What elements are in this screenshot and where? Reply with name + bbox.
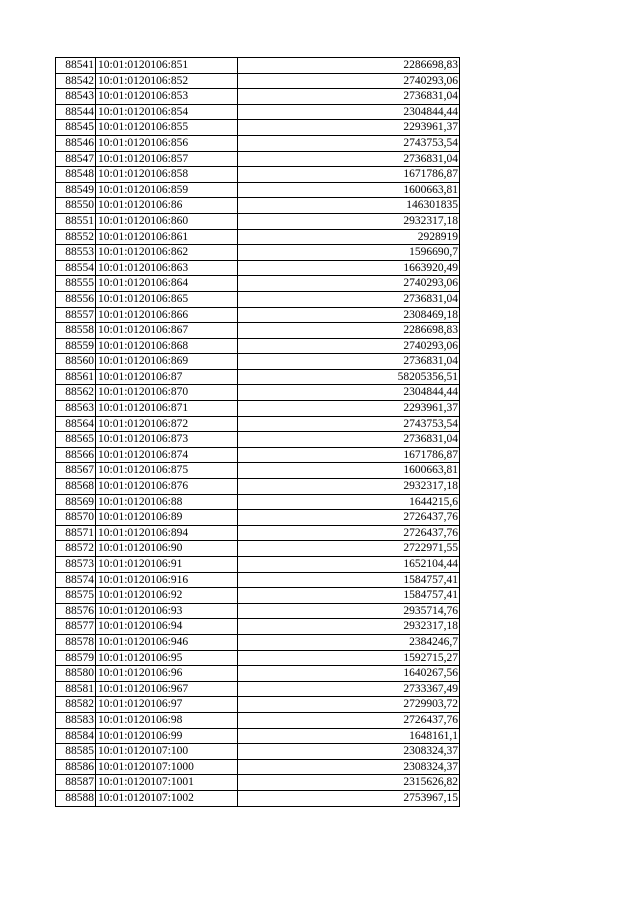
table-row bbox=[56, 603, 460, 619]
value-cell: 2935714,76 bbox=[238, 603, 460, 619]
value-cell: 2315626,82 bbox=[238, 775, 460, 791]
cadastral-number-cell: 10:01:0120107:100 bbox=[96, 744, 238, 760]
value-cell: 2308469,18 bbox=[238, 307, 460, 323]
cadastral-number-cell: 10:01:0120106:870 bbox=[96, 385, 238, 401]
row-number-cell: 88546 bbox=[56, 135, 96, 151]
cadastral-number-cell: 10:01:0120106:862 bbox=[96, 245, 238, 261]
table-row bbox=[56, 401, 460, 417]
cadastral-number-cell: 10:01:0120106:87 bbox=[96, 369, 238, 385]
table-row bbox=[56, 557, 460, 573]
value-cell: 2932317,18 bbox=[238, 619, 460, 635]
table-row bbox=[56, 681, 460, 697]
data-table bbox=[55, 57, 460, 807]
value-cell: 146301835 bbox=[238, 198, 460, 214]
table-row bbox=[56, 775, 460, 791]
value-cell: 2740293,06 bbox=[238, 73, 460, 89]
table-row bbox=[56, 89, 460, 105]
table-row bbox=[56, 58, 460, 74]
value-cell: 2733367,49 bbox=[238, 681, 460, 697]
row-number-cell: 88583 bbox=[56, 712, 96, 728]
value-cell: 2286698,83 bbox=[238, 323, 460, 339]
table-row bbox=[56, 572, 460, 588]
table-row bbox=[56, 588, 460, 604]
cadastral-number-cell: 10:01:0120106:865 bbox=[96, 291, 238, 307]
value-cell: 1644215,6 bbox=[238, 494, 460, 510]
value-cell: 1640267,56 bbox=[238, 666, 460, 682]
value-cell: 2726437,76 bbox=[238, 525, 460, 541]
value-cell: 2304844,44 bbox=[238, 385, 460, 401]
cadastral-number-cell: 10:01:0120106:92 bbox=[96, 588, 238, 604]
table-row bbox=[56, 307, 460, 323]
row-number-cell: 88556 bbox=[56, 291, 96, 307]
table-row bbox=[56, 728, 460, 744]
cadastral-number-cell: 10:01:0120106:851 bbox=[96, 58, 238, 74]
table-row bbox=[56, 759, 460, 775]
cadastral-number-cell: 10:01:0120106:875 bbox=[96, 463, 238, 479]
cadastral-number-cell: 10:01:0120106:861 bbox=[96, 229, 238, 245]
value-cell: 2736831,04 bbox=[238, 151, 460, 167]
cadastral-number-cell: 10:01:0120106:864 bbox=[96, 276, 238, 292]
table-row bbox=[56, 619, 460, 635]
cadastral-number-cell: 10:01:0120106:88 bbox=[96, 494, 238, 510]
table-row bbox=[56, 229, 460, 245]
value-cell: 1671786,87 bbox=[238, 167, 460, 183]
row-number-cell: 88554 bbox=[56, 260, 96, 276]
row-number-cell: 88552 bbox=[56, 229, 96, 245]
cadastral-number-cell: 10:01:0120106:95 bbox=[96, 650, 238, 666]
table-row bbox=[56, 634, 460, 650]
table-row bbox=[56, 541, 460, 557]
row-number-cell: 88544 bbox=[56, 104, 96, 120]
cadastral-number-cell: 10:01:0120106:857 bbox=[96, 151, 238, 167]
value-cell: 2740293,06 bbox=[238, 338, 460, 354]
row-number-cell: 88543 bbox=[56, 89, 96, 105]
row-number-cell: 88575 bbox=[56, 588, 96, 604]
table-row bbox=[56, 213, 460, 229]
table-row bbox=[56, 182, 460, 198]
table-row bbox=[56, 666, 460, 682]
cadastral-number-cell: 10:01:0120106:868 bbox=[96, 338, 238, 354]
table-row bbox=[56, 323, 460, 339]
value-cell: 1600663,81 bbox=[238, 182, 460, 198]
row-number-cell: 88562 bbox=[56, 385, 96, 401]
table-row bbox=[56, 697, 460, 713]
table-row bbox=[56, 167, 460, 183]
cadastral-number-cell: 10:01:0120106:96 bbox=[96, 666, 238, 682]
table-row bbox=[56, 494, 460, 510]
table-row bbox=[56, 276, 460, 292]
value-cell: 2293961,37 bbox=[238, 120, 460, 136]
cadastral-number-cell: 10:01:0120106:967 bbox=[96, 681, 238, 697]
value-cell: 1648161,1 bbox=[238, 728, 460, 744]
row-number-cell: 88569 bbox=[56, 494, 96, 510]
cadastral-number-cell: 10:01:0120106:853 bbox=[96, 89, 238, 105]
cadastral-number-cell: 10:01:0120106:852 bbox=[96, 73, 238, 89]
value-cell: 2932317,18 bbox=[238, 213, 460, 229]
table-row bbox=[56, 291, 460, 307]
row-number-cell: 88565 bbox=[56, 432, 96, 448]
row-number-cell: 88560 bbox=[56, 354, 96, 370]
table-row bbox=[56, 447, 460, 463]
cadastral-number-cell: 10:01:0120106:863 bbox=[96, 260, 238, 276]
cadastral-number-cell: 10:01:0120106:860 bbox=[96, 213, 238, 229]
value-cell: 2726437,76 bbox=[238, 712, 460, 728]
table-row bbox=[56, 104, 460, 120]
cadastral-number-cell: 10:01:0120106:866 bbox=[96, 307, 238, 323]
row-number-cell: 88571 bbox=[56, 525, 96, 541]
row-number-cell: 88576 bbox=[56, 603, 96, 619]
table-row bbox=[56, 354, 460, 370]
row-number-cell: 88549 bbox=[56, 182, 96, 198]
value-cell: 1592715,27 bbox=[238, 650, 460, 666]
row-number-cell: 88587 bbox=[56, 775, 96, 791]
cadastral-number-cell: 10:01:0120106:94 bbox=[96, 619, 238, 635]
value-cell: 1671786,87 bbox=[238, 447, 460, 463]
value-cell: 2304844,44 bbox=[238, 104, 460, 120]
value-cell: 2743753,54 bbox=[238, 135, 460, 151]
row-number-cell: 88545 bbox=[56, 120, 96, 136]
row-number-cell: 88558 bbox=[56, 323, 96, 339]
table-row bbox=[56, 525, 460, 541]
cadastral-number-cell: 10:01:0120106:858 bbox=[96, 167, 238, 183]
cadastral-number-cell: 10:01:0120106:98 bbox=[96, 712, 238, 728]
row-number-cell: 88585 bbox=[56, 744, 96, 760]
row-number-cell: 88542 bbox=[56, 73, 96, 89]
table-row bbox=[56, 151, 460, 167]
value-cell: 2736831,04 bbox=[238, 291, 460, 307]
row-number-cell: 88570 bbox=[56, 510, 96, 526]
cadastral-number-cell: 10:01:0120106:91 bbox=[96, 557, 238, 573]
table-row bbox=[56, 73, 460, 89]
row-number-cell: 88580 bbox=[56, 666, 96, 682]
cadastral-number-cell: 10:01:0120106:856 bbox=[96, 135, 238, 151]
value-cell: 2736831,04 bbox=[238, 89, 460, 105]
value-cell: 1584757,41 bbox=[238, 572, 460, 588]
table-row bbox=[56, 479, 460, 495]
value-cell: 1652104,44 bbox=[238, 557, 460, 573]
cadastral-number-cell: 10:01:0120107:1001 bbox=[96, 775, 238, 791]
row-number-cell: 88555 bbox=[56, 276, 96, 292]
table-row bbox=[56, 432, 460, 448]
row-number-cell: 88557 bbox=[56, 307, 96, 323]
value-cell: 1584757,41 bbox=[238, 588, 460, 604]
cadastral-number-cell: 10:01:0120106:97 bbox=[96, 697, 238, 713]
value-cell: 2736831,04 bbox=[238, 354, 460, 370]
cadastral-number-cell: 10:01:0120107:1000 bbox=[96, 759, 238, 775]
value-cell: 2736831,04 bbox=[238, 432, 460, 448]
cadastral-number-cell: 10:01:0120106:946 bbox=[96, 634, 238, 650]
table-row bbox=[56, 260, 460, 276]
row-number-cell: 88547 bbox=[56, 151, 96, 167]
table-row bbox=[56, 245, 460, 261]
table-row bbox=[56, 650, 460, 666]
row-number-cell: 88581 bbox=[56, 681, 96, 697]
table-row bbox=[56, 198, 460, 214]
table-row bbox=[56, 385, 460, 401]
value-cell: 2753967,15 bbox=[238, 790, 460, 806]
row-number-cell: 88572 bbox=[56, 541, 96, 557]
value-cell: 1596690,7 bbox=[238, 245, 460, 261]
row-number-cell: 88582 bbox=[56, 697, 96, 713]
row-number-cell: 88548 bbox=[56, 167, 96, 183]
row-number-cell: 88563 bbox=[56, 401, 96, 417]
cadastral-number-cell: 10:01:0120106:876 bbox=[96, 479, 238, 495]
table-row bbox=[56, 510, 460, 526]
cadastral-number-cell: 10:01:0120106:89 bbox=[96, 510, 238, 526]
row-number-cell: 88541 bbox=[56, 58, 96, 74]
row-number-cell: 88568 bbox=[56, 479, 96, 495]
value-cell: 2740293,06 bbox=[238, 276, 460, 292]
table-row bbox=[56, 369, 460, 385]
value-cell: 2729903,72 bbox=[238, 697, 460, 713]
cadastral-number-cell: 10:01:0120106:855 bbox=[96, 120, 238, 136]
table-row bbox=[56, 135, 460, 151]
row-number-cell: 88561 bbox=[56, 369, 96, 385]
cadastral-number-cell: 10:01:0120106:90 bbox=[96, 541, 238, 557]
value-cell: 2308324,37 bbox=[238, 744, 460, 760]
cadastral-number-cell: 10:01:0120106:869 bbox=[96, 354, 238, 370]
row-number-cell: 88574 bbox=[56, 572, 96, 588]
value-cell: 2928919 bbox=[238, 229, 460, 245]
row-number-cell: 88567 bbox=[56, 463, 96, 479]
cadastral-number-cell: 10:01:0120106:916 bbox=[96, 572, 238, 588]
row-number-cell: 88564 bbox=[56, 416, 96, 432]
value-cell: 2743753,54 bbox=[238, 416, 460, 432]
row-number-cell: 88578 bbox=[56, 634, 96, 650]
row-number-cell: 88588 bbox=[56, 790, 96, 806]
cadastral-number-cell: 10:01:0120106:874 bbox=[96, 447, 238, 463]
row-number-cell: 88553 bbox=[56, 245, 96, 261]
table-row bbox=[56, 744, 460, 760]
table-row bbox=[56, 120, 460, 136]
value-cell: 1600663,81 bbox=[238, 463, 460, 479]
cadastral-number-cell: 10:01:0120106:894 bbox=[96, 525, 238, 541]
table-body bbox=[56, 58, 460, 807]
cadastral-number-cell: 10:01:0120106:86 bbox=[96, 198, 238, 214]
row-number-cell: 88551 bbox=[56, 213, 96, 229]
row-number-cell: 88577 bbox=[56, 619, 96, 635]
cadastral-number-cell: 10:01:0120106:93 bbox=[96, 603, 238, 619]
cadastral-number-cell: 10:01:0120106:873 bbox=[96, 432, 238, 448]
table-row bbox=[56, 790, 460, 806]
value-cell: 1663920,49 bbox=[238, 260, 460, 276]
cadastral-number-cell: 10:01:0120106:99 bbox=[96, 728, 238, 744]
table-row bbox=[56, 712, 460, 728]
row-number-cell: 88584 bbox=[56, 728, 96, 744]
cadastral-number-cell: 10:01:0120106:859 bbox=[96, 182, 238, 198]
value-cell: 2384246,7 bbox=[238, 634, 460, 650]
cadastral-number-cell: 10:01:0120106:854 bbox=[96, 104, 238, 120]
value-cell: 2726437,76 bbox=[238, 510, 460, 526]
table-row bbox=[56, 463, 460, 479]
value-cell: 2308324,37 bbox=[238, 759, 460, 775]
row-number-cell: 88573 bbox=[56, 557, 96, 573]
value-cell: 2722971,55 bbox=[238, 541, 460, 557]
row-number-cell: 88566 bbox=[56, 447, 96, 463]
table-row bbox=[56, 416, 460, 432]
value-cell: 2286698,83 bbox=[238, 58, 460, 74]
value-cell: 2932317,18 bbox=[238, 479, 460, 495]
cadastral-number-cell: 10:01:0120106:867 bbox=[96, 323, 238, 339]
row-number-cell: 88559 bbox=[56, 338, 96, 354]
table-row bbox=[56, 338, 460, 354]
cadastral-number-cell: 10:01:0120106:872 bbox=[96, 416, 238, 432]
value-cell: 58205356,51 bbox=[238, 369, 460, 385]
row-number-cell: 88579 bbox=[56, 650, 96, 666]
value-cell: 2293961,37 bbox=[238, 401, 460, 417]
row-number-cell: 88586 bbox=[56, 759, 96, 775]
cadastral-number-cell: 10:01:0120107:1002 bbox=[96, 790, 238, 806]
cadastral-number-cell: 10:01:0120106:871 bbox=[96, 401, 238, 417]
row-number-cell: 88550 bbox=[56, 198, 96, 214]
